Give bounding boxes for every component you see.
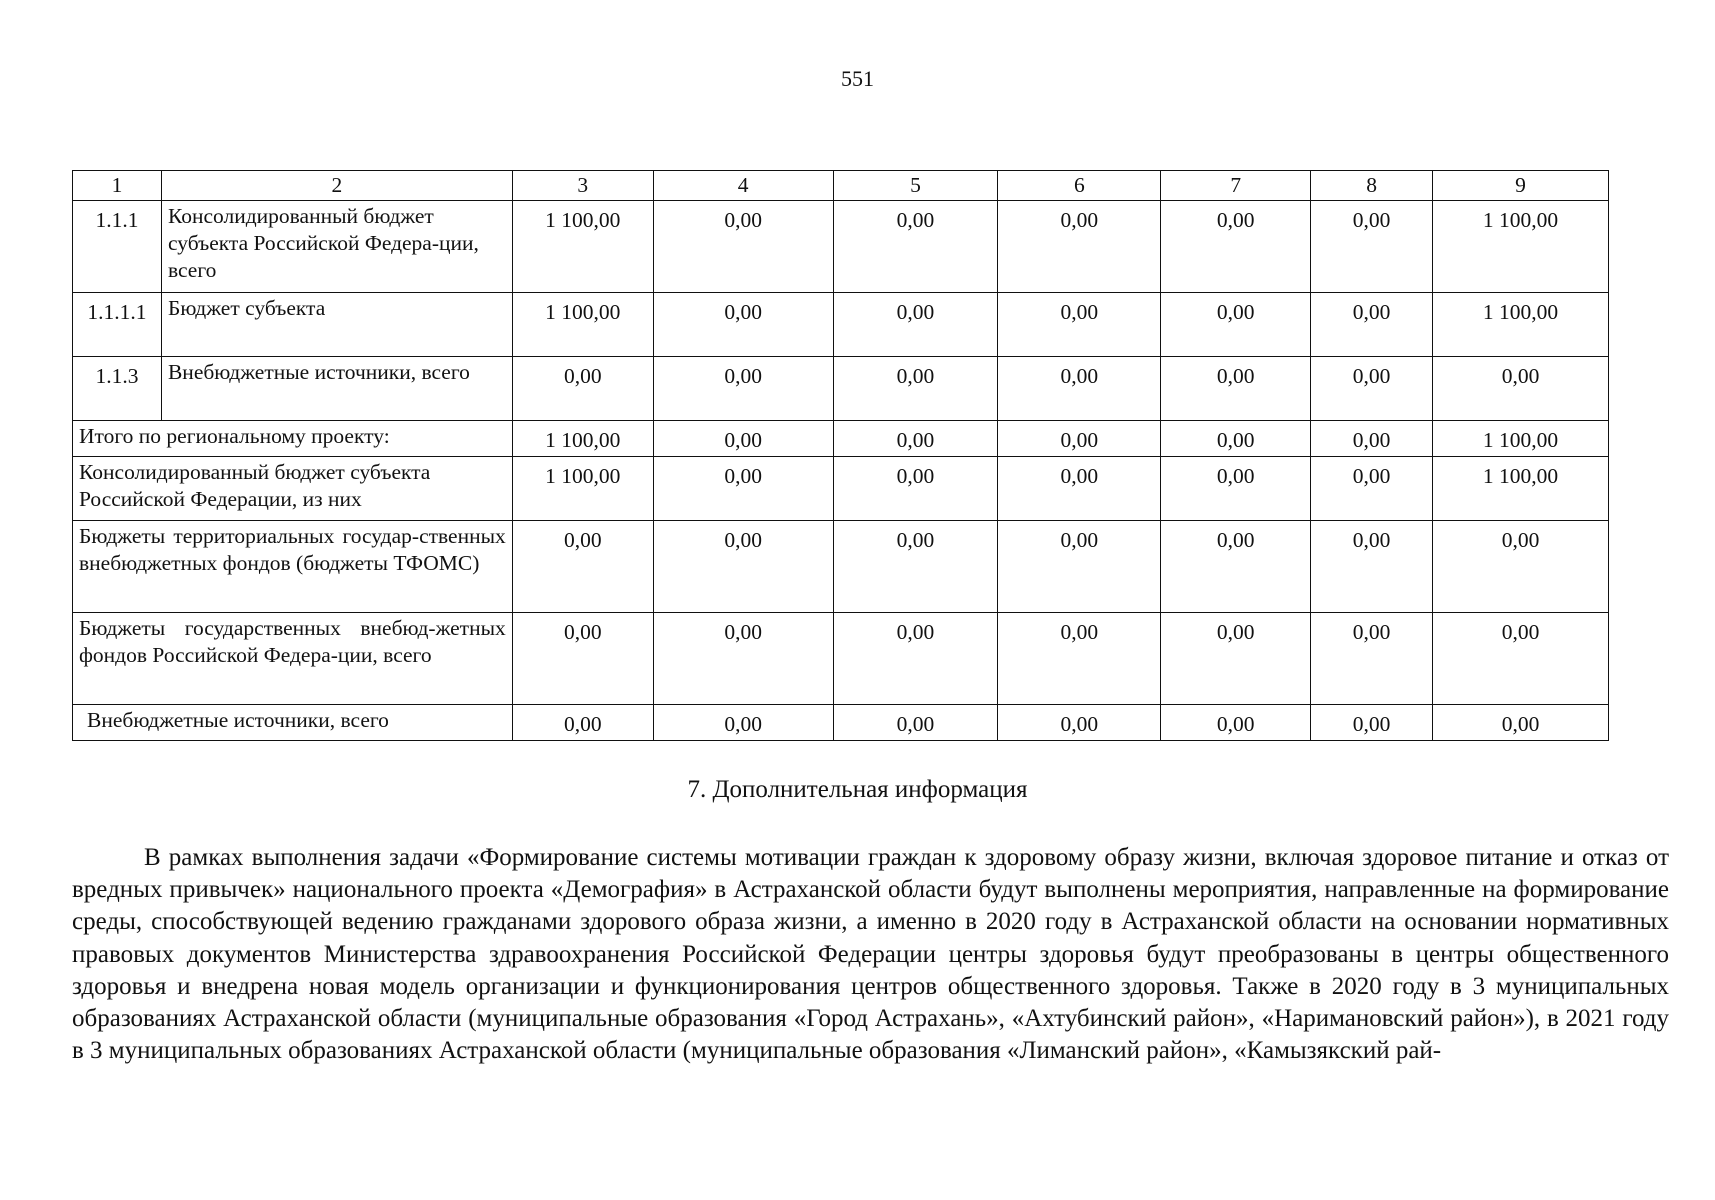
row-code: 1.1.1 — [73, 201, 162, 293]
value-cell: 0,00 — [1161, 457, 1311, 521]
row-name: Внебюджетные источники, всего — [161, 357, 512, 421]
summary-row-name: Итого по региональному проекту: — [73, 421, 513, 457]
value-cell: 0,00 — [1433, 357, 1609, 421]
table-row — [73, 293, 1609, 357]
value-cell: 0,00 — [833, 357, 998, 421]
value-cell: 0,00 — [653, 521, 833, 613]
table-row — [73, 201, 1609, 293]
value-cell: 0,00 — [653, 357, 833, 421]
row-name: Бюджет субъекта — [161, 293, 512, 357]
value-cell: 0,00 — [512, 357, 653, 421]
summary-row-name: Внебюджетные источники, всего — [73, 705, 513, 741]
value-cell: 1 100,00 — [1433, 457, 1609, 521]
value-cell: 0,00 — [998, 357, 1161, 421]
value-cell: 1 100,00 — [512, 293, 653, 357]
value-cell: 1 100,00 — [1433, 293, 1609, 357]
value-cell: 0,00 — [998, 201, 1161, 293]
budget-table-body — [73, 171, 1609, 741]
value-cell: 0,00 — [1161, 613, 1311, 705]
column-header: 8 — [1311, 171, 1433, 201]
row-code: 1.1.1.1 — [73, 293, 162, 357]
value-cell: 0,00 — [512, 521, 653, 613]
value-cell: 1 100,00 — [1433, 201, 1609, 293]
value-cell: 0,00 — [1161, 293, 1311, 357]
column-header: 1 — [73, 171, 162, 201]
value-cell: 0,00 — [1161, 357, 1311, 421]
summary-row-name: Бюджеты государственных внебюд-жетных фондов Российской Федера-ции, всего — [73, 613, 513, 705]
value-cell: 0,00 — [1311, 613, 1433, 705]
value-cell: 0,00 — [998, 457, 1161, 521]
value-cell: 0,00 — [653, 201, 833, 293]
value-cell: 0,00 — [998, 421, 1161, 457]
value-cell: 0,00 — [833, 705, 998, 741]
value-cell: 0,00 — [1433, 705, 1609, 741]
value-cell: 0,00 — [1311, 705, 1433, 741]
column-header: 9 — [1433, 171, 1609, 201]
value-cell: 0,00 — [998, 293, 1161, 357]
summary-row — [73, 457, 1609, 521]
budget-table — [72, 170, 1609, 741]
value-cell: 0,00 — [653, 421, 833, 457]
row-name: Консолидированный бюджет субъекта Российской Федера-ции, всего — [161, 201, 512, 293]
section-title: 7. Дополнительная информация — [687, 776, 1028, 803]
value-cell: 1 100,00 — [1433, 421, 1609, 457]
value-cell: 0,00 — [1433, 613, 1609, 705]
value-cell: 0,00 — [998, 613, 1161, 705]
value-cell: 0,00 — [512, 705, 653, 741]
value-cell: 0,00 — [833, 293, 998, 357]
column-header: 4 — [653, 171, 833, 201]
value-cell: 0,00 — [833, 201, 998, 293]
value-cell: 0,00 — [833, 613, 998, 705]
value-cell: 1 100,00 — [512, 457, 653, 521]
value-cell: 0,00 — [653, 457, 833, 521]
table-row — [73, 357, 1609, 421]
row-code: 1.1.3 — [73, 357, 162, 421]
column-header: 2 — [161, 171, 512, 201]
value-cell: 0,00 — [653, 705, 833, 741]
value-cell: 0,00 — [1161, 421, 1311, 457]
page-number: 551 — [841, 66, 874, 91]
value-cell: 0,00 — [1161, 201, 1311, 293]
value-cell: 0,00 — [653, 613, 833, 705]
value-cell: 0,00 — [653, 293, 833, 357]
value-cell: 0,00 — [1311, 521, 1433, 613]
column-header: 6 — [998, 171, 1161, 201]
value-cell: 0,00 — [1161, 521, 1311, 613]
summary-row — [73, 613, 1609, 705]
value-cell: 1 100,00 — [512, 421, 653, 457]
value-cell: 0,00 — [998, 705, 1161, 741]
summary-row — [73, 705, 1609, 741]
body-paragraph: В рамках выполнения задачи «Формирование системы мотивации граждан к здоровому образу жизни, включая здоровое питание и отказ от вредных привычек» национального проекта «Демография» в Астраханской области будут выполнены мероприятия, направленные на формирование среды, способствующей ведению гражданами здорового образа жизни, а именно в 2020 году в Астраханской области на основании нормативных правовых документов Министерства здравоохранения Российской Федерации центры здоровья будут преобразованы в центры общественного здоровья и внедрена новая модель организации и функционирования центров общественного здоровья. Также в 2020 году в 3 муниципальных образованиях Астраханской области (муниципальные образования «Город Астрахань», «Ахтубинский район», «Наримановский район»), в 2021 году в 3 муниципальных образованиях Астраханской области (муниципальные образования «Лиманский район», «Камызякский рай- — [72, 844, 1669, 1065]
value-cell: 0,00 — [1311, 421, 1433, 457]
column-header: 7 — [1161, 171, 1311, 201]
column-header: 3 — [512, 171, 653, 201]
summary-row — [73, 421, 1609, 457]
value-cell: 0,00 — [1311, 201, 1433, 293]
value-cell: 0,00 — [1311, 357, 1433, 421]
column-header: 5 — [833, 171, 998, 201]
value-cell: 0,00 — [833, 521, 998, 613]
value-cell: 0,00 — [998, 521, 1161, 613]
table-header-row — [73, 171, 1609, 201]
value-cell: 1 100,00 — [512, 201, 653, 293]
value-cell: 0,00 — [512, 613, 653, 705]
value-cell: 0,00 — [833, 457, 998, 521]
summary-row — [73, 521, 1609, 613]
value-cell: 0,00 — [1311, 293, 1433, 357]
summary-row-name: Бюджеты территориальных государ-ственных внебюджетных фондов (бюджеты ТФОМС) — [73, 521, 513, 613]
summary-row-name: Консолидированный бюджет субъекта Российской Федерации, из них — [73, 457, 513, 521]
value-cell: 0,00 — [1433, 521, 1609, 613]
value-cell: 0,00 — [1161, 705, 1311, 741]
value-cell: 0,00 — [1311, 457, 1433, 521]
value-cell: 0,00 — [833, 421, 998, 457]
